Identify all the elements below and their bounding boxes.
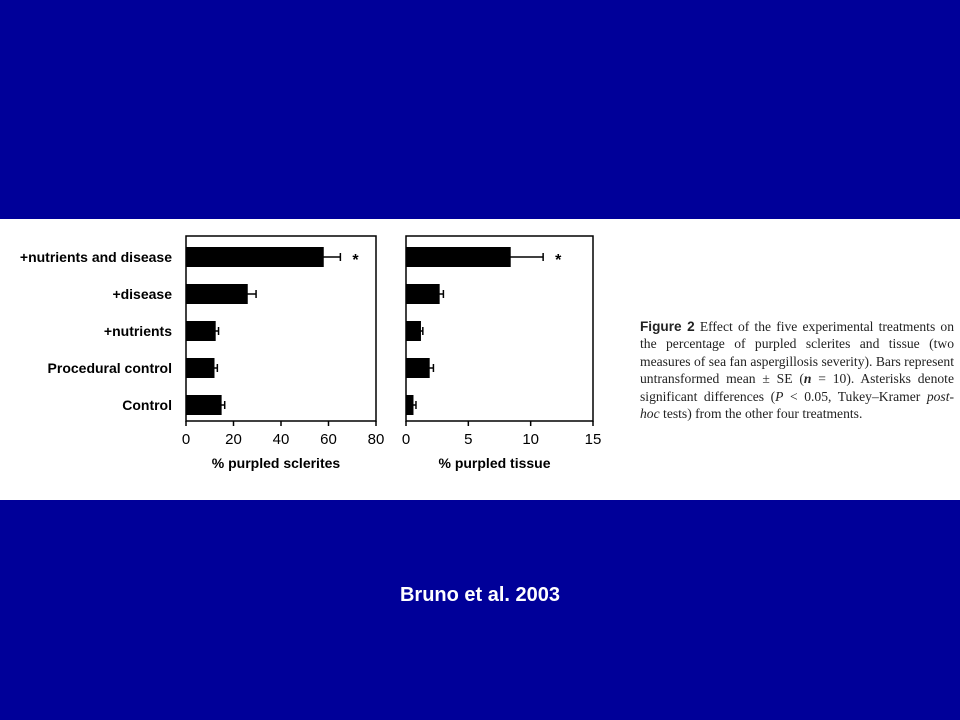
- significance-asterisk: *: [555, 252, 562, 269]
- caption-text-4: tests) from the other four treatments.: [659, 406, 863, 422]
- caption-p-variable: P: [775, 388, 784, 404]
- x-tick-label: 60: [320, 431, 337, 448]
- bar: [186, 247, 324, 267]
- category-label: +nutrients and disease: [19, 249, 172, 265]
- x-tick-label: 15: [584, 431, 602, 448]
- citation: Bruno et al. 2003: [399, 584, 561, 606]
- bar: [406, 284, 440, 304]
- caption-posthoc: post-hoc: [640, 388, 954, 422]
- x-tick-label: 40: [272, 431, 290, 448]
- category-label: Control: [122, 397, 172, 413]
- x-tick-label: 20: [225, 431, 242, 448]
- figure-caption: [640, 318, 954, 422]
- x-tick-label: 80: [367, 431, 385, 448]
- caption-label: Figure 2: [640, 319, 695, 334]
- x-tick-label: 10: [522, 431, 540, 448]
- bar: [186, 395, 222, 415]
- caption-text-1: Effect of the five experimental treatments on the percentage of purpled sclerites and tissue (two measures of sea fan aspergillosis severity). Bars represent untransformed mean ± SE (: [640, 319, 955, 387]
- significance-asterisk: *: [352, 252, 359, 269]
- category-label: +nutrients: [103, 323, 172, 339]
- category-label: +disease: [112, 286, 172, 302]
- bar: [186, 358, 215, 378]
- x-axis-title: % purpled tissue: [438, 455, 551, 471]
- figure-panel: [0, 219, 960, 500]
- caption-text-2: = 10). Asterisks denote significant differences (: [640, 371, 954, 404]
- x-axis-title: % purpled sclerites: [211, 455, 341, 471]
- x-tick-label: 0: [401, 431, 411, 448]
- caption-n-variable: n: [803, 371, 812, 387]
- bar-charts: [0, 219, 630, 500]
- category-label: Procedural control: [47, 360, 172, 376]
- bar: [186, 321, 216, 341]
- caption-text-3: < 0.05, Tukey–Kramer: [783, 388, 927, 404]
- x-tick-label: 5: [464, 431, 473, 448]
- x-tick-label: 0: [181, 431, 191, 448]
- bar: [186, 284, 248, 304]
